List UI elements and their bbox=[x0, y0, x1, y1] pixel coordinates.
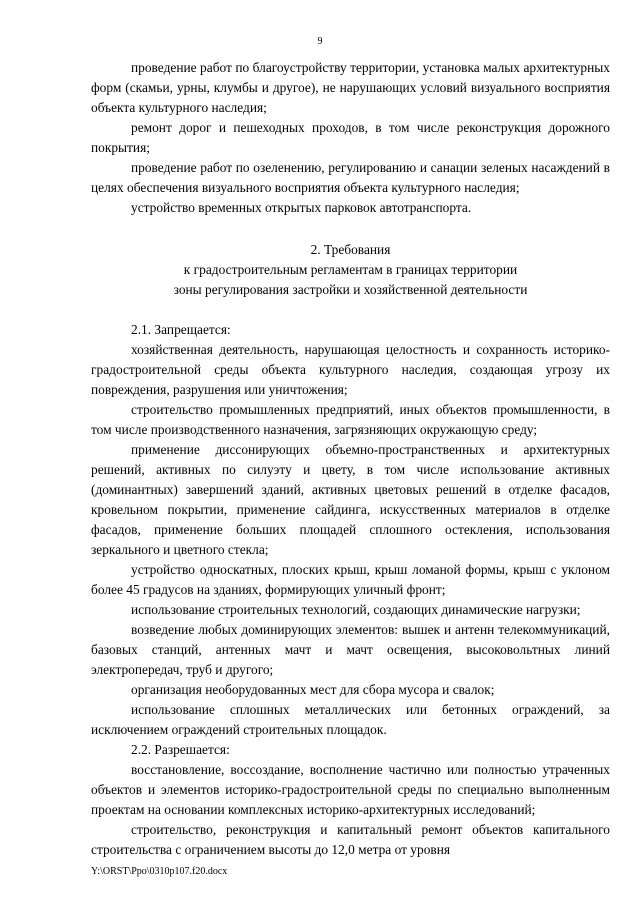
paragraph: проведение работ по озеленению, регулированию и санации зеленых насаждений в целях обеспечения визуального восприятия объекта культурного наследия; bbox=[91, 160, 610, 195]
page-number: 9 bbox=[317, 36, 323, 47]
section-subtitle-line-2: зоны регулирования застройки и хозяйственной деятельности bbox=[173, 282, 528, 297]
list-item: возведение любых доминирующих элементов: вышек и антенн телекоммуникаций, базовых станций, антенных мачт и мачт освещения, высоковольтных линий электропередач, труб и другого; bbox=[91, 622, 610, 677]
section-heading bbox=[91, 240, 610, 300]
subsection-label-2-2: 2.2. Разрешается: bbox=[131, 742, 230, 757]
paragraph: устройство временных открытых парковок автотранспорта. bbox=[131, 200, 472, 215]
footer-file-path: Y:\ORST\Ppo\0310p107.f20.docx bbox=[91, 866, 228, 877]
section-title: 2. Требования bbox=[310, 242, 391, 257]
section-subtitle-line-1: к градостроительным регламентам в границах территории bbox=[183, 262, 518, 277]
list-item: использование сплошных металлических или бетонных ограждений, за исключением ограждений строительных площадок. bbox=[91, 702, 610, 737]
document-body bbox=[91, 58, 610, 860]
list-item: строительство, реконструкция и капитальный ремонт объектов капитального строительства с ограничением высоты до 12,0 метра от уровня bbox=[91, 822, 610, 857]
paragraph: ремонт дорог и пешеходных проходов, в том числе реконструкция дорожного покрытия; bbox=[91, 120, 610, 155]
list-item: использование строительных технологий, создающих динамические нагрузки; bbox=[131, 602, 581, 617]
subsection-label-2-1: 2.1. Запрещается: bbox=[131, 322, 231, 337]
list-item: хозяйственная деятельность, нарушающая целостность и сохранность историко-градостроительной среды объекта культурного наследия, создающая угрозу их повреждения, разрушения или уничтожения; bbox=[91, 342, 610, 397]
list-item: строительство промышленных предприятий, иных объектов промышленности, в том числе производственного назначения, загрязняющих окружающую среду; bbox=[91, 402, 610, 437]
list-item: восстановление, воссоздание, восполнение частично или полностью утраченных объектов и элементов историко-градостроительной среды по специально выполненным проектам на основании комплексных историко-архитектурных исследований; bbox=[91, 762, 610, 817]
paragraph: проведение работ по благоустройству территории, установка малых архитектурных форм (скамьи, урны, клумбы и другое), не нарушающих условий визуального восприятия объекта культурного наследия; bbox=[91, 60, 610, 115]
list-item: организация необорудованных мест для сбора мусора и свалок; bbox=[131, 682, 495, 697]
list-item: устройство односкатных, плоских крыш, крыш ломаной формы, крыш с уклоном более 45 градусов на зданиях, формирующих уличный фронт; bbox=[91, 562, 610, 597]
list-item: применение диссонирующих объемно-пространственных и архитектурных решений, активных по силуэту и цвету, в том числе использование активных (доминантных) завершений зданий, активных цветовых решений в отделке фасадов, кровельном покрытии, применение сайдинга, искусственных материалов в отделке фасадов, применение больших площадей сплошного остекления, использования зеркального и цветного стекла; bbox=[91, 442, 610, 557]
